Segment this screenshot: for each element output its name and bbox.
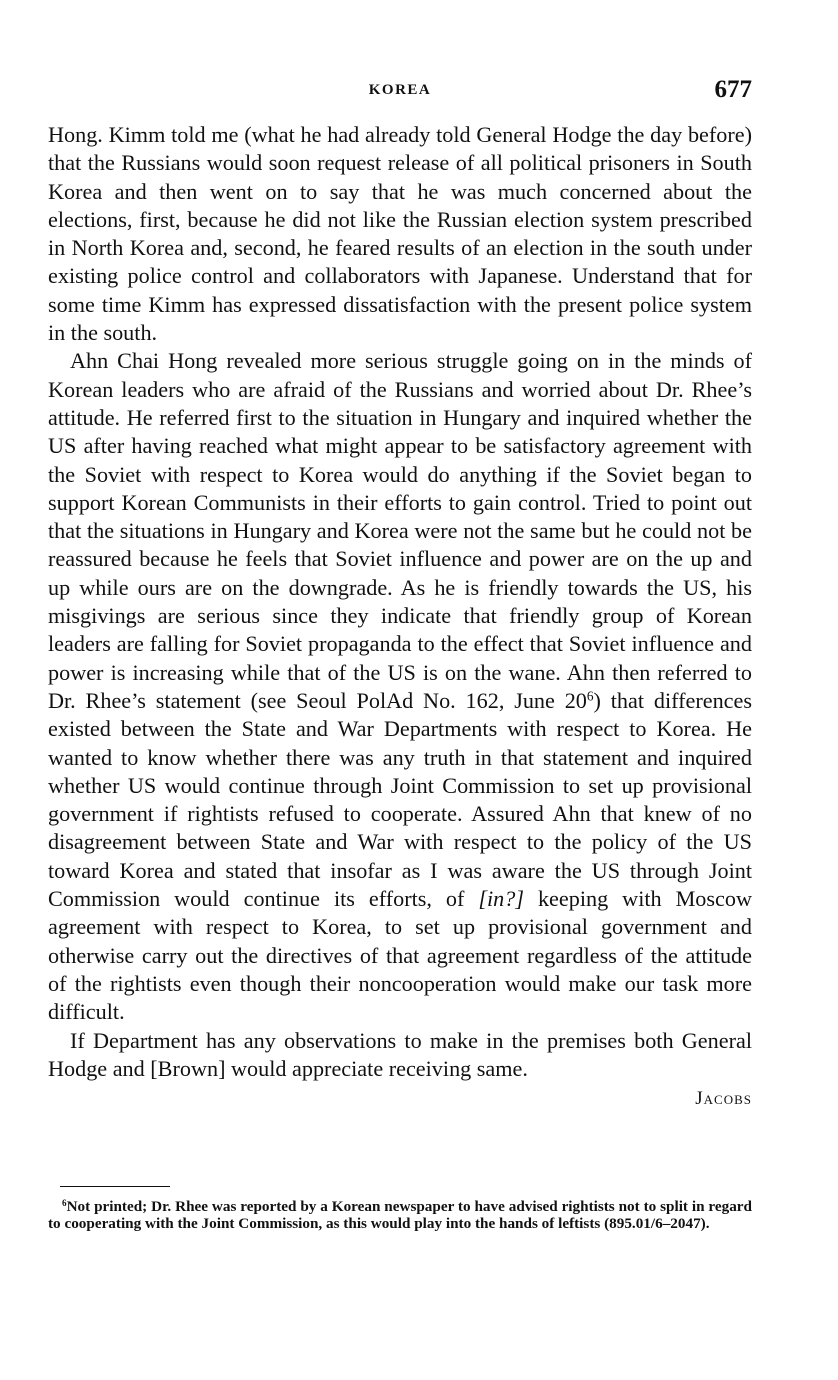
editorial-insertion: [in?] — [478, 886, 524, 912]
footnote-marker: 6 — [62, 1197, 67, 1208]
footnote-divider — [60, 1186, 170, 1187]
page-number: 677 — [714, 76, 752, 103]
body-text — [48, 121, 752, 1113]
paragraph-3: If Department has any observations to make in the premises both General Hodge and [Brown] would appreciate receiving same. — [48, 1027, 752, 1081]
footnote-text: Not printed; Dr. Rhee was reported by a Korean newspaper to have advised rightists not to split in regard to cooperating with the Joint Commission, as this would play into the hands of leftists (895.01/6–2047). — [48, 1198, 752, 1232]
footnote-reference: 6 — [586, 688, 594, 704]
paragraph-2-part-a: Ahn Chai Hong revealed more serious struggle going on in the minds of Korean leaders who are afraid of the Russians and worried about Dr. Rhee’s attitude. He referred first to the situation in Hungary and inquired whether the US after having reached what might appear to be satisfactory agreement with the Soviet with respect to Korea would do anything if the Soviet began to support Korean Communists in their efforts to gain control. Tried to point out that the situations in Hungary and Korea were not the same but he could not be reassured because he feels that Soviet influence and power are on the up and up while ours are on the downgrade. As he is friendly towards the US, his misgivings are serious since they indicate that friendly group of Korean leaders are falling for Soviet propaganda to the effect that Soviet influence and power is increasing while that of the US is on the wane. Ahn then referred to Dr. Rhee’s statement (see Seoul PolAd No. 162, June 20 — [48, 348, 752, 713]
running-title: KOREA — [368, 82, 432, 98]
signature: Jacobs — [695, 1088, 752, 1110]
paragraph-1: Hong. Kimm told me (what he had already told General Hodge the day before) that the Russians would soon request release of all political prisoners in South Korea and then went on to say that he was much concerned about the elections, first, because he did not like the Russian election system prescribed in North Korea and, second, he feared results of an election in the south under existing police control and collaborators with Japanese. Understand that for some time Kimm has expressed dissatisfaction with the present police system in the south. — [48, 122, 752, 346]
paragraph-2-part-c: keeping with Moscow agreement with respect to Korea, to set up provisional government and otherwise carry out the directives of that agreement regardless of the attitude of the rightists even though their noncooperation would make our task more difficult. — [48, 886, 753, 1025]
paragraph-2-part-b: ) that differences existed between the State and War Departments with respect to Korea. He wanted to know whether there was any truth in that statement and inquired whether US would continue through Joint Commission to set up provisional government if rightists refused to cooperate. Assured Ahn that knew of no disagreement between State and War with respect to the policy of the US toward Korea and stated that insofar as I was aware the US through Joint Commission would continue its efforts, of — [48, 687, 752, 912]
page-header — [48, 76, 752, 106]
paragraph-2 — [48, 347, 752, 1026]
footnote — [48, 1198, 752, 1232]
